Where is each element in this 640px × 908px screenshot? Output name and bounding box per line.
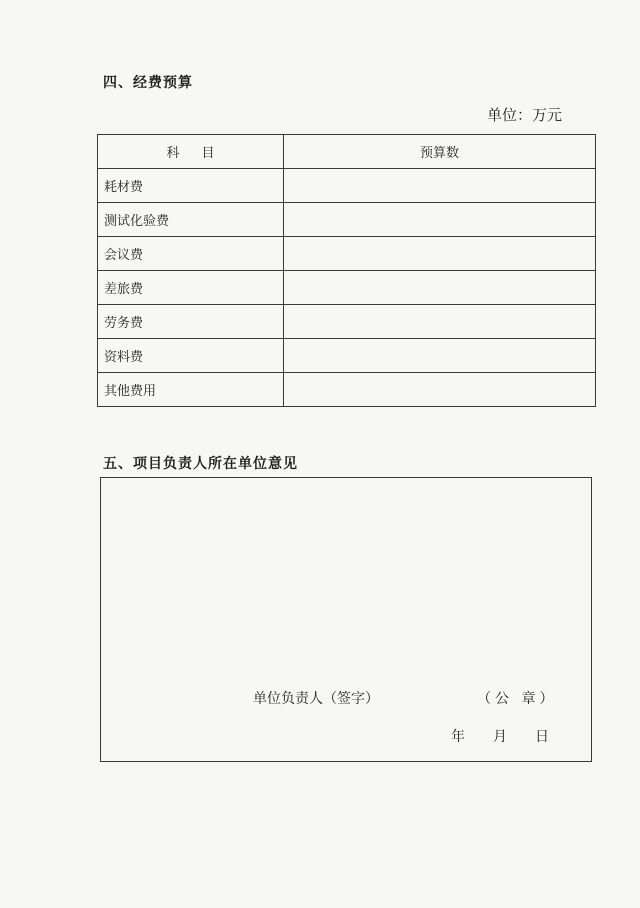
budget-item-label: 测试化验费	[98, 203, 284, 237]
opinion-box[interactable]	[100, 477, 592, 762]
budget-amount-cell[interactable]	[284, 373, 596, 407]
budget-item-label: 劳务费	[98, 305, 284, 339]
budget-amount-cell[interactable]	[284, 271, 596, 305]
budget-item-label: 其他费用	[98, 373, 284, 407]
date-year-label: 年	[451, 729, 465, 745]
table-row	[98, 169, 596, 203]
budget-amount-cell[interactable]	[284, 169, 596, 203]
budget-amount-cell[interactable]	[284, 237, 596, 271]
budget-item-label: 会议费	[98, 237, 284, 271]
table-header-row	[98, 135, 596, 169]
column-header-subject: 科目	[98, 135, 284, 169]
table-row	[98, 305, 596, 339]
signer-label: 单位负责人（签字）	[253, 691, 379, 707]
section-title-budget: 四、经费预算	[103, 75, 193, 91]
budget-amount-cell[interactable]	[284, 339, 596, 373]
budget-amount-cell[interactable]	[284, 305, 596, 339]
budget-table	[97, 134, 596, 407]
table-row	[98, 203, 596, 237]
date-day-label: 日	[535, 729, 549, 745]
column-header-amount: 预算数	[284, 135, 596, 169]
budget-item-label: 耗材费	[98, 169, 284, 203]
table-row	[98, 237, 596, 271]
date-month-label: 月	[493, 729, 507, 745]
table-row	[98, 271, 596, 305]
budget-amount-cell[interactable]	[284, 203, 596, 237]
date-line	[451, 726, 549, 746]
budget-item-label: 差旅费	[98, 271, 284, 305]
unit-label: 单位：万元	[486, 106, 562, 124]
seal-label: （公 章）	[477, 691, 558, 707]
table-row	[98, 339, 596, 373]
table-row	[98, 373, 596, 407]
budget-item-label: 资料费	[98, 339, 284, 373]
section-title-opinion: 五、项目负责人所在单位意见	[103, 456, 298, 472]
